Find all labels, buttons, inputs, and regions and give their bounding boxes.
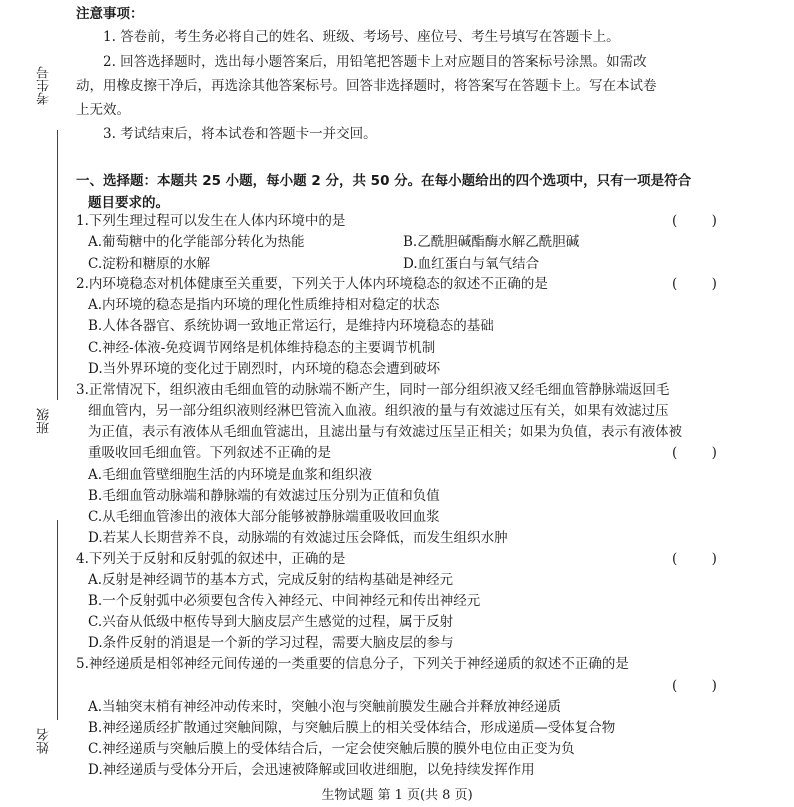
q1-stem: 1.下列生理过程可以发生在人体内环境中的是 bbox=[76, 213, 346, 229]
notes-title: 注意事项： bbox=[76, 6, 144, 22]
q3-option-a: A.毛细血管壁细胞生活的内环境是血浆和组织液 bbox=[88, 467, 373, 483]
q1-answer-paren: ( ) bbox=[672, 213, 717, 229]
notes-line-3: 动，用橡皮擦干净后，再选涂其他答案标号。回答非选择题时，将答案写在答题卡上。写在本试卷 bbox=[76, 78, 657, 94]
q2-answer-paren: ( ) bbox=[672, 276, 717, 292]
q2-option-a: A.内环境的稳态是指内环境的理化性质维持相对稳定的状态 bbox=[88, 297, 440, 313]
q5-option-d: D.神经递质与受体分开后，会迅速被降解或回收进细胞，以免持续发挥作用 bbox=[88, 762, 535, 778]
section-heading-cont: 题目要求的。 bbox=[88, 195, 169, 211]
binding-line-upper bbox=[57, 130, 58, 400]
q2-option-b: B.人体各器官、系统协调一致地正常运行，是维持内环境稳态的基础 bbox=[88, 318, 494, 334]
notes-line-2: 2. 回答选择题时，选出每小题答案后，用铅笔把答题卡上对应题目的答案标号涂黑。如需改 bbox=[103, 54, 647, 70]
q4-option-c: C.兴奋从低级中枢传导到大脑皮层产生感觉的过程，属于反射 bbox=[88, 614, 454, 630]
q1-option-d: D.血红蛋白与氧气结合 bbox=[403, 256, 540, 272]
class-label: 班级 bbox=[37, 408, 52, 434]
notes-line-1: 1. 答卷前，考生务必将自己的姓名、班级、考场号、座位号、考生号填写在答题卡上。 bbox=[103, 29, 620, 45]
q4-stem: 4.下列关于反射和反射弧的叙述中，正确的是 bbox=[76, 551, 346, 567]
q1-option-c: C.淀粉和糖原的水解 bbox=[88, 256, 211, 272]
q5-answer-paren: ( ) bbox=[672, 678, 717, 694]
notes-line-4: 上无效。 bbox=[76, 102, 130, 118]
q3-answer-paren: ( ) bbox=[672, 445, 717, 461]
q4-option-b: B.一个反射弧中必须要包含传入神经元、中间神经元和传出神经元 bbox=[88, 593, 481, 609]
q3-option-b: B.毛细血管动脉端和静脉端的有效滤过压分别为正值和负值 bbox=[88, 488, 440, 504]
q3-option-c: C.从毛细血管渗出的液体大部分能够被静脉端重吸收回血浆 bbox=[88, 509, 440, 525]
q5-option-b: B.神经递质经扩散通过突触间隙，与突触后膜上的相关受体结合，形成递质—受体复合物 bbox=[88, 720, 616, 736]
q1-option-a: A.葡萄糖中的化学能部分转化为热能 bbox=[88, 234, 305, 250]
q3-stem-line-2: 细血管内，另一部分组织液则经淋巴管流入血液。组织液的量与有效滤过压有关，如果有效滤过压 bbox=[88, 403, 669, 419]
q3-stem-line-3: 为正值，表示有液体从毛细血管滤出，且滤出量与有效滤过压呈正相关；如果为负值，表示有液体被 bbox=[88, 424, 682, 440]
q1-option-b: B.乙酰胆碱酯酶水解乙酰胆碱 bbox=[403, 234, 580, 250]
q3-stem-line-4: 重吸收回毛细血管。下列叙述不正确的是 bbox=[88, 445, 331, 461]
q4-option-d: D.条件反射的消退是一个新的学习过程，需要大脑皮层的参与 bbox=[88, 635, 454, 651]
q5-stem: 5.神经递质是相邻神经元间传递的一类重要的信息分子，下列关于神经递质的叙述不正确的是 bbox=[76, 656, 629, 672]
q4-answer-paren: ( ) bbox=[672, 551, 717, 567]
q5-option-a: A.当轴突末梢有神经冲动传来时，突触小泡与突触前膜发生融合并释放神经递质 bbox=[88, 699, 562, 715]
name-label: 姓名 bbox=[37, 728, 52, 754]
binding-margin bbox=[0, 0, 62, 807]
exam-id-label: 考生号 bbox=[37, 66, 52, 105]
binding-line-lower bbox=[57, 520, 58, 720]
q2-stem: 2.内环境稳态对机体健康至关重要，下列关于人体内环境稳态的叙述不正确的是 bbox=[76, 276, 548, 292]
page-footer: 生物试题 第 1 页(共 8 页) bbox=[321, 788, 473, 803]
q5-option-c: C.神经递质与突触后膜上的受体结合后，一定会使突触后膜的膜外电位由正变为负 bbox=[88, 741, 575, 757]
q3-option-d: D.若某人长期营养不良，动脉端的有效滤过压会降低，而发生组织水肿 bbox=[88, 530, 508, 546]
q4-option-a: A.反射是神经调节的基本方式，完成反射的结构基础是神经元 bbox=[88, 572, 454, 588]
section-heading: 一、选择题：本题共 25 小题，每小题 2 分，共 50 分。在每小题给出的四个选项中，只有一项是符合 bbox=[76, 173, 692, 189]
q2-option-c: C.神经-体液-免疫调节网络是机体维持稳态的主要调节机制 bbox=[88, 340, 436, 356]
q2-option-d: D.当外界环境的变化过于剧烈时，内环境的稳态会遭到破坏 bbox=[88, 361, 441, 377]
q3-stem-line-1: 3.正常情况下，组织液由毛细血管的动脉端不断产生，同时一部分组织液又经毛细血管静脉端返回毛 bbox=[76, 382, 670, 398]
notes-line-5: 3. 考试结束后，将本试卷和答题卡一并交回。 bbox=[103, 126, 377, 142]
